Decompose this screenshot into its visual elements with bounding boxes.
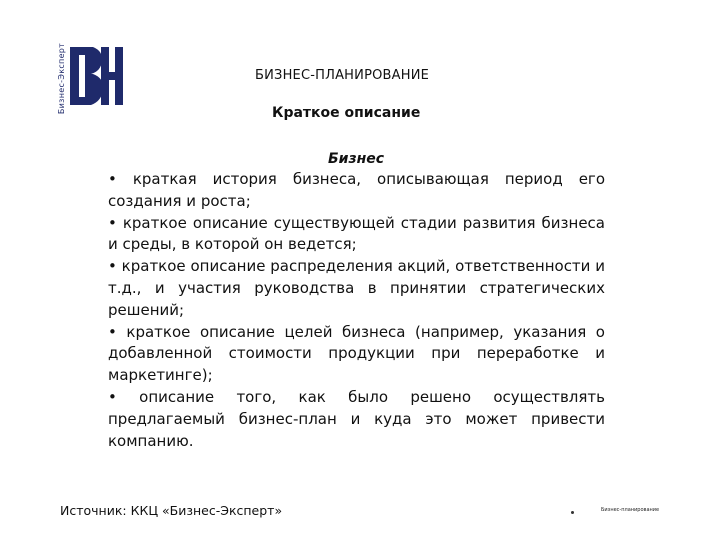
page-subtitle: Краткое описание bbox=[272, 105, 421, 121]
logo-mark-icon bbox=[55, 43, 125, 113]
footer-dot-icon bbox=[571, 511, 574, 514]
bullet-list bbox=[108, 169, 605, 452]
logo-vertical-label: Бизнес-Эксперт bbox=[57, 42, 67, 114]
company-logo bbox=[55, 43, 125, 113]
page-title: БИЗНЕС-ПЛАНИРОВАНИЕ bbox=[255, 68, 430, 83]
footer-mini-label: Бизнес-планирование bbox=[601, 507, 660, 513]
source-note: Источник: ККЦ «Бизнес-Эксперт» bbox=[60, 503, 283, 518]
bullet-item: • краткое описание целей бизнеса (например, указания о добавленной стоимости продукции при переработке и маркетинге); bbox=[108, 322, 605, 385]
bullet-item: • краткое описание распределения акций, ответственности и т.д., и участия руководства в принятии стратегических решений; bbox=[108, 257, 605, 319]
bullet-item: • описание того, как было решено осуществлять предлагаемый бизнес-план и куда это может привести компанию. bbox=[108, 387, 605, 450]
bullet-item: • краткая история бизнеса, описывающая период его создания и роста; bbox=[108, 170, 605, 210]
bullet-item: • краткое описание существующей стадии развития бизнеса и среды, в которой он ведется; bbox=[108, 213, 605, 254]
section-heading: Бизнес bbox=[328, 151, 385, 167]
